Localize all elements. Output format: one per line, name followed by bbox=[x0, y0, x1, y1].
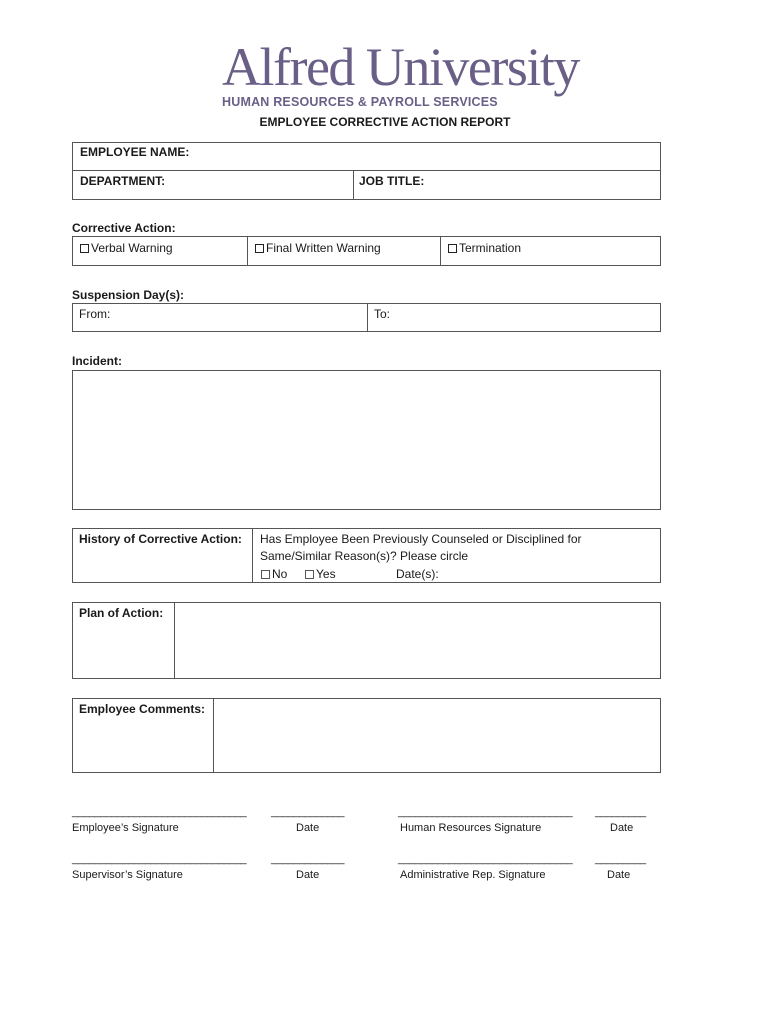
plan-label: Plan of Action: bbox=[79, 606, 164, 620]
termination-label: Termination bbox=[459, 241, 522, 255]
employee-signature-line[interactable]: _______________________________ bbox=[72, 806, 247, 818]
final-written-warning-option[interactable] bbox=[255, 241, 381, 255]
employee-name-field[interactable]: EMPLOYEE NAME: bbox=[80, 145, 190, 159]
verbal-warning-label: Verbal Warning bbox=[91, 241, 173, 255]
form-title: EMPLOYEE CORRECTIVE ACTION REPORT bbox=[259, 115, 511, 129]
incident-textarea[interactable] bbox=[72, 370, 661, 510]
history-question-line1: Has Employee Been Previously Counseled or Disciplined for bbox=[260, 532, 582, 546]
suspension-divider bbox=[367, 303, 368, 332]
history-no-option[interactable] bbox=[261, 567, 287, 581]
suspension-from-field[interactable]: From: bbox=[79, 307, 111, 321]
no-label: No bbox=[272, 567, 288, 581]
supervisor-date-label: Date bbox=[296, 869, 320, 881]
supervisor-signature-label: Supervisor’s Signature bbox=[72, 869, 183, 881]
university-logo: Alfred University bbox=[222, 37, 579, 97]
yes-label: Yes bbox=[316, 567, 336, 581]
employee-date-line[interactable]: _____________ bbox=[271, 806, 345, 818]
job-title-divider bbox=[353, 170, 354, 200]
admin-rep-date-line[interactable]: _________ bbox=[595, 853, 646, 865]
checkbox-icon[interactable] bbox=[448, 244, 457, 253]
checkbox-icon[interactable] bbox=[255, 244, 264, 253]
hr-signature-line[interactable]: _______________________________ bbox=[398, 806, 573, 818]
department-field[interactable]: DEPARTMENT: bbox=[80, 174, 166, 188]
checkbox-icon[interactable] bbox=[80, 244, 89, 253]
history-label: History of Corrective Action: bbox=[79, 532, 242, 546]
hr-date-line[interactable]: _________ bbox=[595, 806, 646, 818]
final-written-warning-label: Final Written Warning bbox=[266, 241, 381, 255]
checkbox-icon[interactable] bbox=[261, 570, 270, 579]
admin-rep-signature-label: Administrative Rep. Signature bbox=[400, 869, 546, 881]
supervisor-signature-line[interactable]: _______________________________ bbox=[72, 853, 247, 865]
comments-textarea[interactable] bbox=[214, 699, 660, 772]
corrective-action-heading: Corrective Action: bbox=[72, 221, 176, 235]
history-divider bbox=[252, 528, 253, 583]
job-title-field[interactable]: JOB TITLE: bbox=[359, 174, 425, 188]
history-dates-field[interactable]: Date(s): bbox=[396, 567, 439, 581]
suspension-heading: Suspension Day(s): bbox=[72, 288, 185, 302]
comments-label: Employee Comments: bbox=[79, 702, 206, 716]
employee-date-label: Date bbox=[296, 822, 320, 834]
department-name: HUMAN RESOURCES & PAYROLL SERVICES bbox=[222, 95, 498, 109]
hr-signature-label: Human Resources Signature bbox=[400, 822, 542, 834]
suspension-to-field[interactable]: To: bbox=[374, 307, 391, 321]
history-question-line2: Same/Similar Reason(s)? Please circle bbox=[260, 549, 469, 563]
verbal-warning-option[interactable] bbox=[80, 241, 173, 255]
history-yes-option[interactable] bbox=[305, 567, 336, 581]
corrective-divider-1 bbox=[247, 236, 248, 266]
admin-rep-signature-line[interactable]: _______________________________ bbox=[398, 853, 573, 865]
checkbox-icon[interactable] bbox=[305, 570, 314, 579]
employee-info-divider bbox=[72, 170, 661, 171]
incident-heading: Incident: bbox=[72, 354, 122, 368]
plan-textarea[interactable] bbox=[175, 603, 660, 678]
hr-date-label: Date bbox=[610, 822, 634, 834]
employee-signature-label: Employee’s Signature bbox=[72, 822, 179, 834]
supervisor-date-line[interactable]: _____________ bbox=[271, 853, 345, 865]
corrective-divider-2 bbox=[440, 236, 441, 266]
termination-option[interactable] bbox=[448, 241, 521, 255]
admin-rep-date-label: Date bbox=[607, 869, 631, 881]
